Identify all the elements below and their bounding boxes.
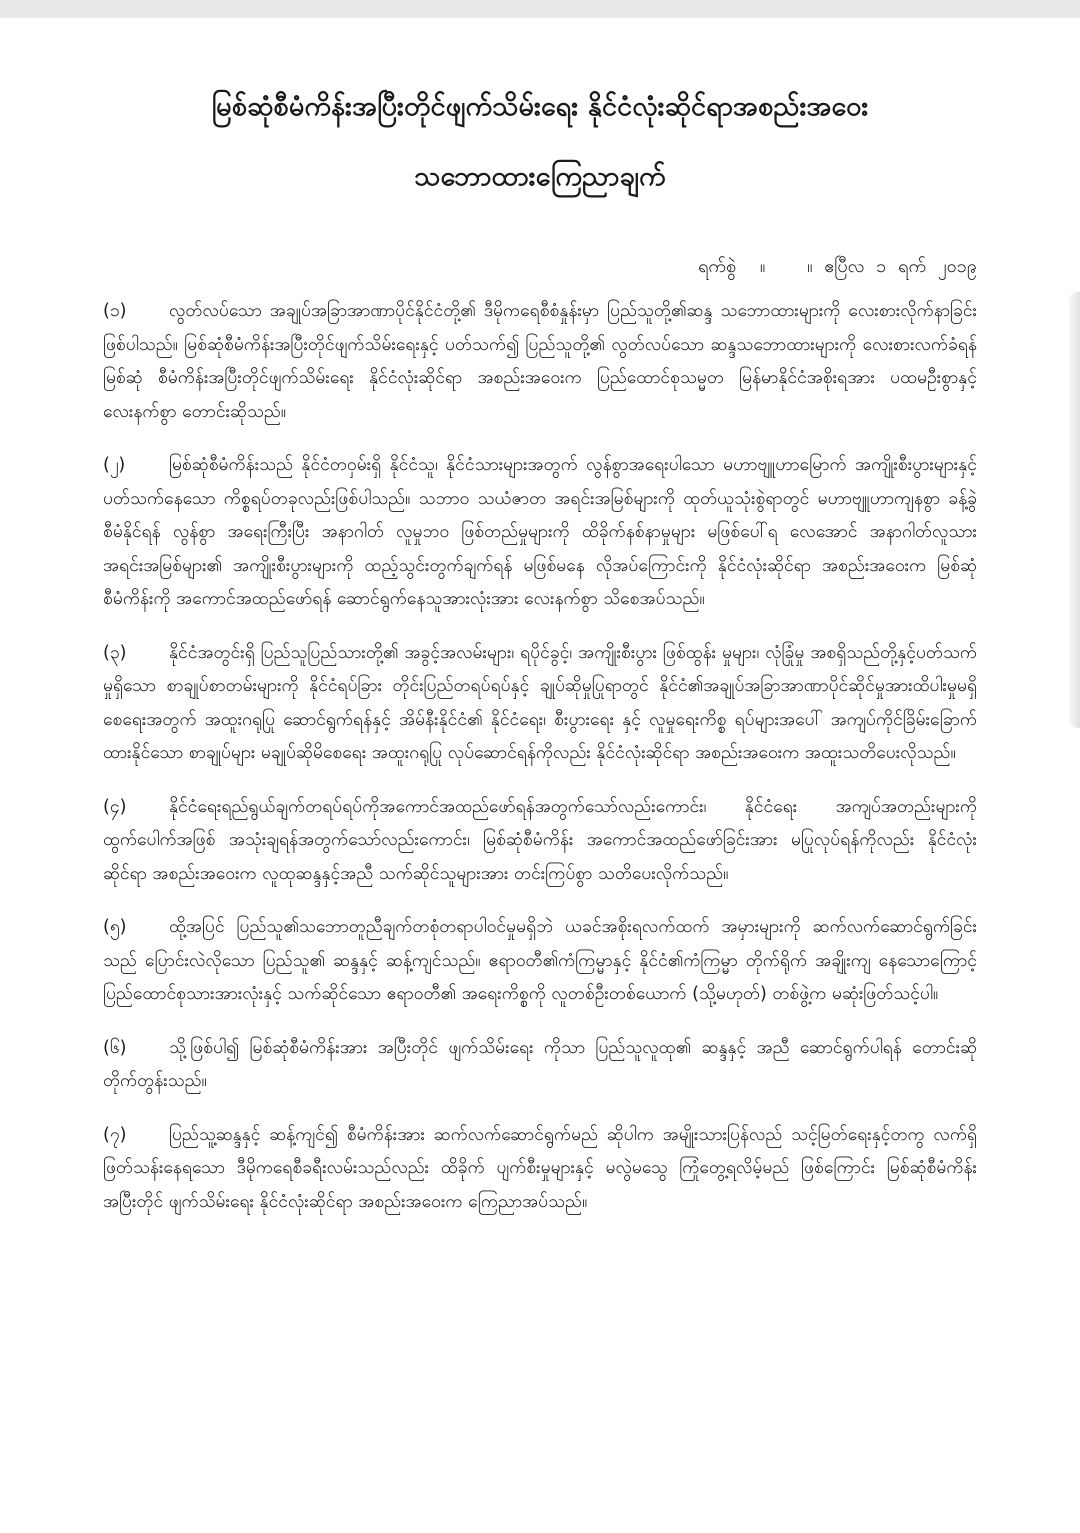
paragraph-number: (၇)	[103, 1124, 127, 1145]
paragraph-4	[103, 791, 977, 892]
document-page	[103, 72, 977, 1239]
paragraph-text: နိုင်ငံရေးရည်ရွယ်ချက်တရပ်ရပ်ကိုအကောင်အထည်ဖော်ရန်အတွက်သော်လည်းကောင်း၊ နိုင်ငံရေး အကျပ်အတည်းများကို ထွက်ပေါက်အဖြစ် အသုံးချရန်အတွက်သော်လည်းကောင်း၊ မြစ်ဆုံစီမံကိန်း အကောင်အထည်ဖော်ခြင်းအား မပြုလုပ်ရန်ကိုလည်း နိုင်ငံလုံးဆိုင်ရာ အစည်းအဝေးက လူထုဆန္ဒနှင့်အညီ သက်ဆိုင်သူများအား တင်းကြပ်စွာ သတိပေးလိုက်သည်။	[103, 796, 977, 884]
date-separator: ။	[759, 256, 766, 277]
title-line-1: မြစ်ဆုံစီမံကိန်းအပြီးတိုင်ဖျက်သိမ်းရေး နိုင်ငံလုံးဆိုင်ရာအစည်းအဝေး	[211, 91, 869, 122]
paragraph-number: (၁)	[103, 301, 127, 321]
document-title	[103, 72, 977, 212]
date-label: ရက်စွဲ	[698, 256, 737, 277]
paragraph-2	[103, 449, 977, 617]
paragraph-7	[103, 1119, 977, 1220]
paragraph-6	[103, 1032, 977, 1099]
paragraph-text: မြစ်ဆုံစီမံကိန်းသည် နိုင်ငံတဝှမ်းရှိ နိုင်ငံသူ၊ နိုင်ငံသားများအတွက် လွန်စွာအရေးပါသော မဟာဗျူဟာမြောက် အကျိုးစီးပွားများနှင့်ပတ်သက်နေသော ကိစ္စရပ်တခုလည်းဖြစ်ပါသည်။ သဘာဝ သယံဇာတ အရင်းအမြစ်များကို ထုတ်ယူသုံးစွဲရာတွင် မဟာဗျူဟာကျနစွာ ခန့်ခွဲစီမံနိုင်ရန် လွန်စွာ အရေးကြီးပြီး အနာဂါတ် လူမှုဘဝ ဖြစ်တည်မှုများကို ထိခိုက်နစ်နာမှုများ မဖြစ်ပေါ်ရ လေအောင် အနာဂါတ်လူသား အရင်းအမြစ်များ၏ အကျိုးစီးပွားများကို ထည့်သွင်းတွက်ချက်ရန် မဖြစ်မနေ လိုအပ်ကြောင်းကို နိုင်ငံလုံးဆိုင်ရာ အစည်းအဝေးက မြစ်ဆုံစီမံကိန်းကို အကောင်အထည်ဖော်ရန် ဆောင်ရွက်နေသူအားလုံးအား လေးနက်စွာ သိစေအပ်သည်။	[103, 455, 977, 609]
paragraph-text: သို့ဖြစ်ပါ၍ မြစ်ဆုံစီမံကိန်းအား အပြီးတိုင် ဖျက်သိမ်းရေး ကိုသာ ပြည်သူလူထု၏ ဆန္ဒနှင့် အညီ ဆောင်ရွက်ပါရန် တောင်းဆို တိုက်တွန်းသည်။	[103, 1037, 977, 1091]
title-line-2: သဘောထားကြေညာချက်	[414, 161, 666, 192]
scroll-handle[interactable]	[1071, 292, 1080, 728]
paragraph-number: (၃)	[103, 642, 127, 663]
date-value: ။ ဧပြီလ ၁ ရက် ၂၀၁၉	[807, 256, 977, 277]
status-bar	[0, 0, 1080, 18]
paragraph-number: (၅)	[103, 917, 127, 937]
paragraph-number: (၂)	[103, 455, 126, 475]
paragraph-5	[103, 911, 977, 1012]
paragraph-text: နိုင်ငံအတွင်းရှိ ပြည်သူပြည်သားတို့၏ အခွင့်အလမ်းများ၊ ရပိုင်ခွင့်၊ အကျိုးစီးပွား ဖြစ်ထွန်း မှုများ၊ လုံခြုံမှု အစရှိသည်တို့နှင့်ပတ်သက်မှုရှိသော စာချုပ်စာတမ်းများကို နိုင်ငံရပ်ခြား တိုင်းပြည်တရပ်ရပ်နှင့် ချုပ်ဆိုမှုပြုရာတွင် နိုင်ငံ၏အချုပ်အခြာအာဏာပိုင်ဆိုင်မှုအားထိပါးမှုမရှိ စေရေးအတွက် အထူးဂရုပြု ဆောင်ရွက်ရန်နှင့် အိမ်နီးနိုင်ငံ၏ နိုင်ငံရေး၊ စီးပွားရေး နှင့် လူမှုရေးကိစ္စ ရပ်များအပေါ် အကျပ်ကိုင်ခြိမ်းခြောက်ထားနိုင်သော စာချုပ်များ မချုပ်ဆိုမိစေရေး အထူးဂရုပြု လုပ်ဆောင်ရန်ကိုလည်း နိုင်ငံလုံးဆိုင်ရာ အစည်းအဝေးက အထူးသတိပေးလိုသည်။	[103, 642, 977, 763]
paragraph-number: (၆)	[103, 1037, 127, 1058]
paragraph-text: ပြည်သူ့ဆန္ဒနှင့် ဆန့်ကျင်၍ စီမံကိန်းအား ဆက်လက်ဆောင်ရွက်မည် ဆိုပါက အမျိုးသားပြန်လည် သင့်မြတ်ရေးနှင့်တကွ လက်ရှိဖြတ်သန်းနေရသော ဒီမိုကရေစီခရီးလမ်းသည်လည်း ထိခိုက် ပျက်စီးမှုများနှင့် မလွဲမသွေ ကြုံတွေ့ရလိမ့်မည် ဖြစ်ကြောင်း မြစ်ဆုံစီမံကိန်းအပြီးတိုင် ဖျက်သိမ်းရေး နိုင်ငံလုံးဆိုင်ရာ အစည်းအဝေးက ကြေညာအပ်သည်။	[103, 1124, 977, 1212]
paragraph-number: (၄)	[103, 796, 127, 817]
date-line	[103, 254, 977, 281]
paragraph-3	[103, 637, 977, 771]
paragraph-1	[103, 295, 977, 429]
paragraph-text: လွတ်လပ်သော အချုပ်အခြာအာဏာပိုင်နိုင်ငံတို့၏ ဒီမိုကရေစီစံနှုန်းမှာ ပြည်သူတို့၏ဆန္ဒ သဘောထားများကို လေးစားလိုက်နာခြင်းဖြစ်ပါသည်။ မြစ်ဆုံစီမံကိန်းအပြီးတိုင်ဖျက်သိမ်းရေးနှင့် ပတ်သက်၍ ပြည်သူတို့၏ လွတ်လပ်သော ဆန္ဒသဘောထားများကို လေးစားလက်ခံရန် မြစ်ဆုံ စီမံကိန်းအပြီးတိုင်ဖျက်သိမ်းရေး နိုင်ငံလုံးဆိုင်ရာ အစည်းအဝေးက ပြည်ထောင်စုသမ္မတ မြန်မာနိုင်ငံအစိုးရအား ပထမဦးစွာနှင့် လေးနက်စွာ တောင်းဆိုသည်။	[103, 301, 977, 422]
paragraph-text: ထို့အပြင် ပြည်သူ၏သဘောတူညီချက်တစုံတရာပါဝင်မှုမရှိဘဲ ယခင်အစိုးရလက်ထက် အမှားများကို ဆက်လက်ဆောင်ရွက်ခြင်းသည် ပြောင်းလဲလိုသော ပြည်သူ၏ ဆန္ဒနှင့် ဆန့်ကျင်သည်။ ဧရာဝတီ၏ကံကြမ္မာနှင့် နိုင်ငံ၏ကံကြမ္မာ တိုက်ရိုက် အချိုးကျ နေသောကြောင့် ပြည်ထောင်စုသားအားလုံးနှင့် သက်ဆိုင်သော ဧရာဝတီ၏ အရေးကိစ္စကို လူတစ်ဦးတစ်ယောက် (သို့မဟုတ်) တစ်ဖွဲ့က မဆုံးဖြတ်သင့်ပါ။	[103, 917, 977, 1004]
